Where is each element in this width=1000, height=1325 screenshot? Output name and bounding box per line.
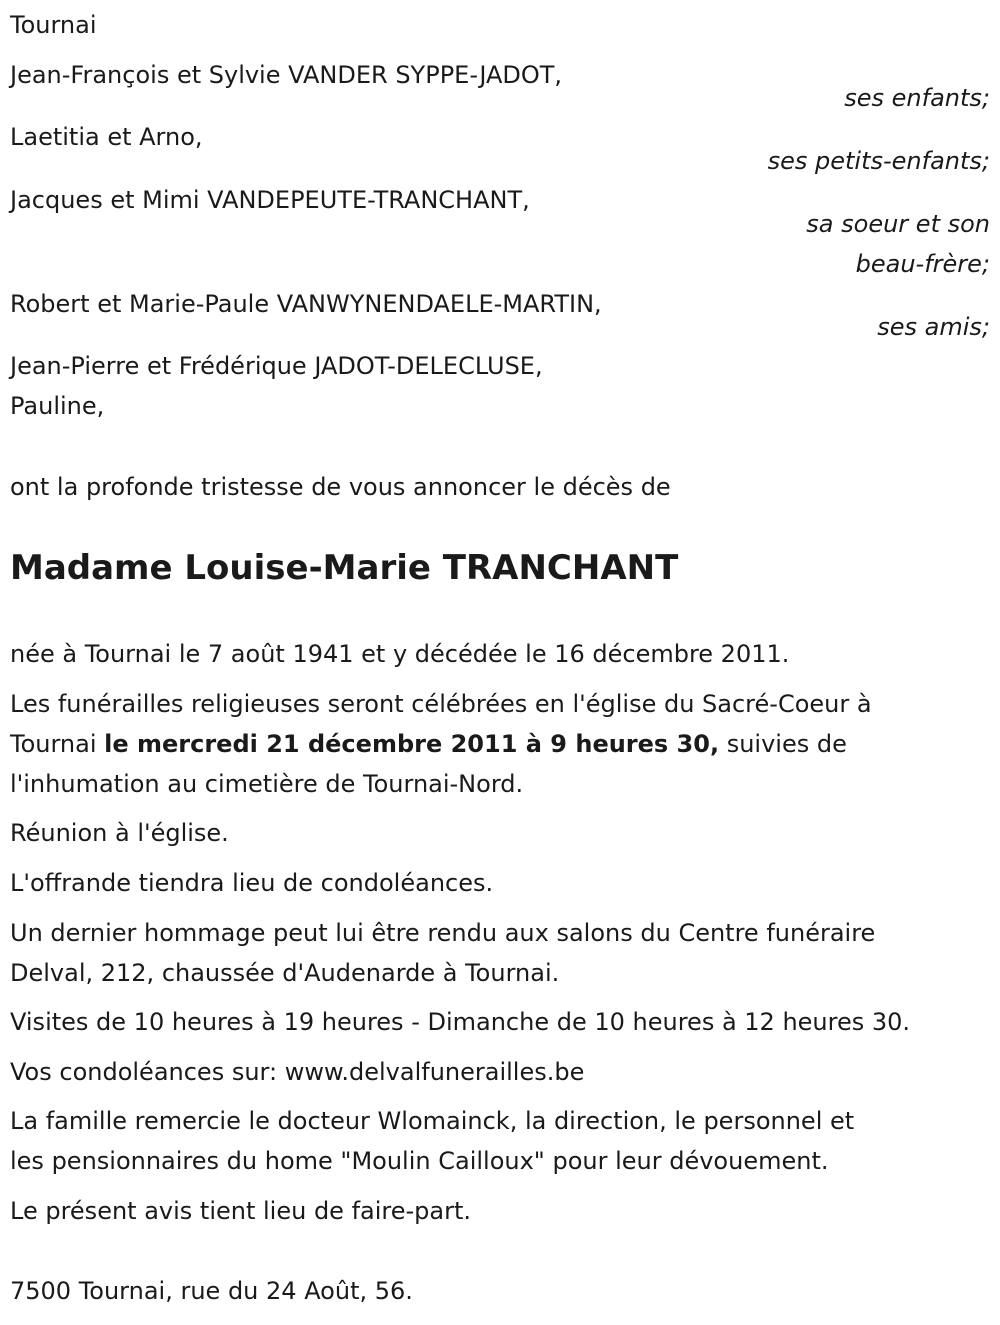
- meeting-text: Réunion à l'église.: [10, 819, 229, 847]
- thanks-line2: les pensionnaires du home "Moulin Cailloux" pour leur dévouement.: [10, 1147, 829, 1175]
- offering-text: L'offrande tiendra lieu de condoléances.: [10, 869, 494, 897]
- funeral-line2-suffix: suivies de: [719, 730, 847, 758]
- funeral-line2: [10, 724, 847, 764]
- family-line-friends: Robert et Marie-Paule VANWYNENDAELE-MARTIN,: [10, 290, 602, 318]
- thanks-line1: La famille remercie le docteur Wlomainck, la direction, le personnel et: [10, 1107, 855, 1135]
- family-line-children: Jean-François et Sylvie VANDER SYPPE-JADOT,: [10, 61, 563, 89]
- relation-children: ses enfants;: [844, 84, 990, 112]
- family-line-pauline: Pauline,: [10, 392, 105, 420]
- place-heading: Tournai: [10, 11, 97, 39]
- funeral-line1: Les funérailles religieuses seront célébrées en l'église du Sacré-Coeur à: [10, 690, 872, 718]
- relation-sister-line2: beau-frère;: [855, 250, 990, 278]
- funeral-line3: l'inhumation au cimetière de Tournai-Nord.: [10, 770, 524, 798]
- family-line-grandchildren: Laetitia et Arno,: [10, 123, 203, 151]
- relation-friends: ses amis;: [877, 313, 990, 341]
- family-line-sister: Jacques et Mimi VANDEPEUTE-TRANCHANT,: [10, 186, 530, 214]
- relation-grandchildren: ses petits-enfants;: [767, 147, 990, 175]
- tribute-line1: Un dernier hommage peut lui être rendu aux salons du Centre funéraire: [10, 919, 876, 947]
- address-text: 7500 Tournai, rue du 24 Août, 56.: [10, 1277, 413, 1305]
- relation-sister-line1: sa soeur et son: [806, 210, 990, 238]
- funeral-date-time: le mercredi 21 décembre 2011 à 9 heures 30,: [104, 730, 720, 758]
- notice-text: Le présent avis tient lieu de faire-part.: [10, 1197, 472, 1225]
- visits-text: Visites de 10 heures à 19 heures - Dimanche de 10 heures à 12 heures 30.: [10, 1008, 911, 1036]
- funeral-line2-prefix: Tournai: [10, 730, 105, 758]
- announcement-text: ont la profonde tristesse de vous annoncer le décès de: [10, 473, 671, 501]
- family-line-jadot: Jean-Pierre et Frédérique JADOT-DELECLUSE,: [10, 352, 543, 380]
- birth-death-text: née à Tournai le 7 août 1941 et y décédée le 16 décembre 2011.: [10, 640, 790, 668]
- tribute-line2: Delval, 212, chaussée d'Audenarde à Tournai.: [10, 959, 560, 987]
- condolences-text: Vos condoléances sur: www.delvalfunerailles.be: [10, 1058, 585, 1086]
- deceased-name: Madame Louise-Marie TRANCHANT: [10, 548, 679, 588]
